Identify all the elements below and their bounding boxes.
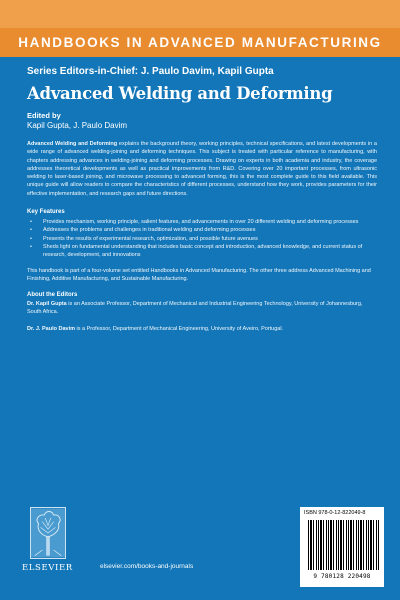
barcode-digits: 9 780128 220498	[313, 573, 371, 580]
isbn-barcode-box	[300, 507, 384, 587]
key-feature-item: • Addresses the problems and challenges in traditional welding and deforming processes	[30, 227, 256, 234]
editor-bio-name: Dr. J. Paulo Davim	[27, 325, 75, 332]
book-title: Advanced Welding and Deforming	[27, 84, 333, 103]
publisher-name: ELSEVIER	[22, 563, 73, 573]
series-banner: HANDBOOKS IN ADVANCED MANUFACTURING	[0, 28, 400, 57]
editor-names: Kapil Gupta, J. Paulo Davim	[27, 121, 128, 130]
about-editors-heading: About the Editors	[27, 292, 78, 299]
bullet-icon: •	[30, 219, 32, 226]
description-lead: Advanced Welding and Deforming	[27, 141, 118, 147]
key-feature-item: • Provides mechanism, working principle, salient features, and advancements in over 20 different welding and deforming processes	[30, 219, 359, 226]
isbn-label: ISBN 978-0-12-822049-8	[304, 510, 366, 516]
bullet-icon: •	[30, 227, 32, 234]
key-feature-item: • Sheds light on fundamental understanding that includes basic concept and introduction, advanced knowledge, and current status of research, development, and innovations	[30, 243, 363, 259]
description-body: explains the background theory, working principles, technical specifications, and latest developments in a wide range of advanced welding-joining and deforming techniques. This subject is treated with particular reference to manufacturing, with chapters addressing advances in welding-joining and deforming processes. Drawing on experts in both academia and industry, the coverage addresses theoretical developments as well as practical improvements from R&D. Covering over 20 important processes, from ultrasonic welding to laser-based joining, and microwave processing to advanced forming, this is the most complete guide to this field available. This unique guide will allow readers to compare the characteristics of different processes, understand how they work, provides parameters for their effective implementation, and research gaps and future directions.	[27, 141, 377, 197]
handbook-note: This handbook is part of a four-volume set entitled Handbooks in Advanced Manufacturing. The other three address Advanced Machining and Finishing, Additive Manufacturing, and Sustainable Manufacturing.	[27, 267, 371, 282]
book-description	[27, 140, 377, 198]
key-features-heading: Key Features	[27, 209, 65, 216]
edited-by-label: Edited by	[27, 111, 61, 120]
cover-footer	[0, 500, 400, 600]
editor-bio-name: Dr. Kapil Gupta	[27, 301, 67, 308]
series-editors: Series Editors-in-Chief: J. Paulo Davim, Kapil Gupta	[27, 66, 274, 77]
top-color-band	[0, 0, 400, 28]
elsevier-tree-icon	[30, 507, 66, 559]
key-features-list	[27, 218, 377, 259]
bullet-icon: •	[30, 243, 32, 250]
editor-bio: Dr. J. Paulo Davim is a Professor, Department of Mechanical Engineering, University of Aveiro, Portugal.	[27, 325, 284, 332]
cover-text	[27, 66, 377, 333]
publisher-url[interactable]: elsevier.com/books-and-journals	[100, 563, 194, 570]
key-feature-item: • Presents the results of experimental research, optimization, and possible future avenues	[30, 235, 258, 242]
editor-bio: Dr. Kapil Gupta is an Associate Professor, Department of Mechanical and Industrial Engineering Technology, University of Johannesburg, South Africa.	[27, 301, 363, 316]
bullet-icon: •	[30, 235, 32, 242]
barcode-icon	[308, 520, 380, 570]
